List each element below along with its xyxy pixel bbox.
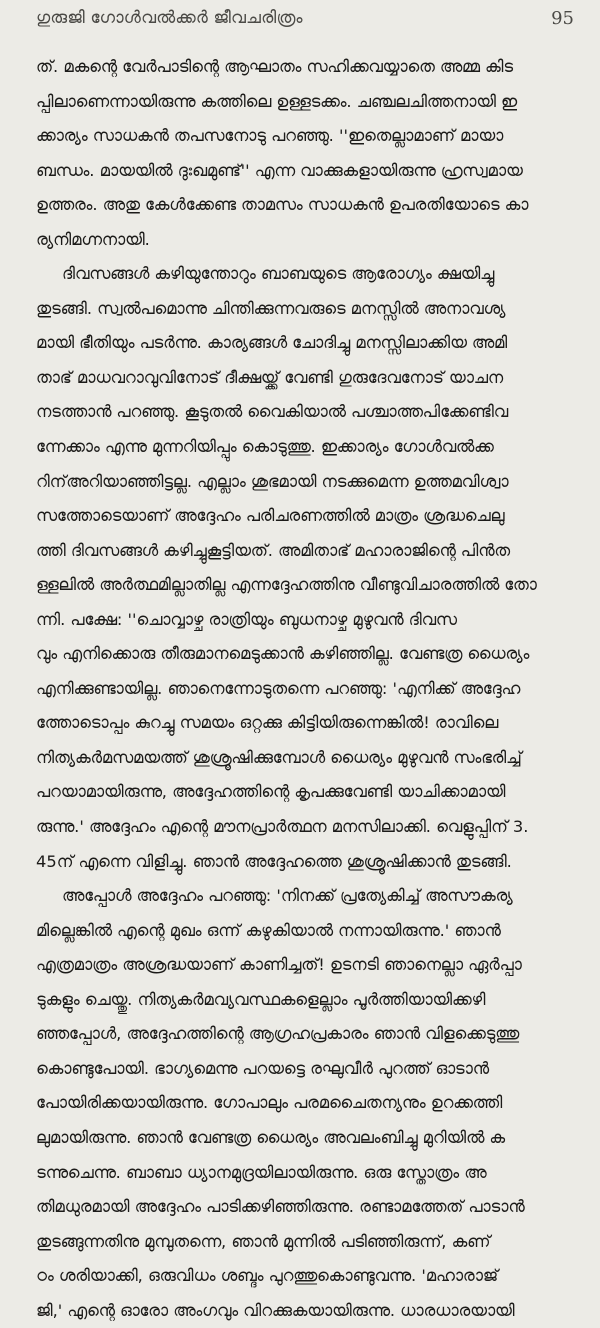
text-line: ന്നി. പക്ഷേ: ''ചൊവ്വാഴ്ച രാത്രിയും ബുധനാഴ്ച മുഴുവൻ ദിവസ [36,609,457,629]
text-line: ള്ളലിൽ അർത്ഥമില്ലാതില്ല എന്നദ്ദേഹത്തിനു വീണ്ടുവിചാരത്തിൽ തോ [36,575,537,595]
text-line: തിമധുരമായി അദ്ദേഹം പാടിക്കഴിഞ്ഞിരുന്നു. രണ്ടാമത്തേത് പാടാൻ [36,1197,525,1217]
running-title: ഗുരുജി ഗോൾവൽക്കർ ജീവചരിത്രം [36,8,303,28]
text-line: ദിവസങ്ങൾ കഴിയുന്തോറും ബാബയുടെ ആരോഗ്യം ക്ഷയിച്ചു [62,264,495,284]
text-line: പോയിരിക്കയായിരുന്നു. ഗോപാലും പരമചൈതന്യനും ഉറക്കത്തി [36,1093,503,1113]
text-line: മായി ഭീതിയും പടർന്നു. കാര്യങ്ങൾ ചോദിച്ചു മനസ്സിലാക്കിയ അമി [36,333,508,353]
text-line: രുന്നു.' അദ്ദേഹം എന്റെ മൗനപ്രാർത്ഥന മനസിലാക്കി. വെളുപ്പിന് 3. [36,817,529,837]
text-line: മില്ലെങ്കിൽ എന്റെ മുഖം ഒന്ന് കഴുകിയാൽ നന്നായിരുന്നു.' ഞാൻ [36,920,501,940]
text-line: ന്നേക്കാം എന്നു മുന്നറിയിപ്പും കൊടുത്തു. ഇക്കാര്യം ഗോൾവൽക്ക [36,437,494,457]
text-line: എനിക്കുണ്ടായില്ല. ഞാനെന്നോടുതന്നെ പറഞ്ഞു: 'എനിക്ക് അദ്ദേഹ [36,678,521,698]
text-line: പറയാമായിരുന്നു, അദ്ദേഹത്തിന്റെ കൃപക്കുവേണ്ടി യാചിക്കാമായി [36,782,506,802]
text-line: നിത്യകർമസമയത്ത് ശുശ്രൂഷിക്കുമ്പോൾ ധൈര്യം മുഴുവൻ സംഭരിച്ച് [36,747,522,767]
text-line: ഞ്ഞപ്പോൾ, അദ്ദേഹത്തിന്റെ ആഗ്രഹപ്രകാരം ഞാൻ വിളക്കെടുത്തു [36,1024,519,1044]
text-line: ഉത്തരം. അതു കേൾക്കേണ്ട താമസം സാധകൻ ഉപരതിയോടെ കാ [36,195,529,215]
text-line: ക്കാര്യം സാധകൻ തപസനോടു പറഞ്ഞു. ''ഇതെല്ലാമാണ് മായാ [36,126,504,146]
text-line: ഠം ശരിയാക്കി, ഒരുവിധം ശബ്ദം പുറത്തുകൊണ്ടുവന്നു. 'മഹാരാജ് [36,1266,498,1286]
text-line: ജി,' എന്റെ ഓരോ അംഗവും വിറക്കുകയായിരുന്നു. ധാരധാരയായി [36,1300,515,1320]
text-line: ര്യനിമഗ്നനായി. [36,229,150,249]
text-line: ടന്നുചെന്നു. ബാബാ ധ്യാനമുദ്രയിലായിരുന്നു. ഒരു സ്തോത്രം അ [36,1162,487,1182]
text-line: സത്തോടെയാണ് അദ്ദേഹം പരിചരണത്തിൽ മാത്രം ശ്രദ്ധചെലു [36,506,505,526]
text-line: 45ന് എന്നെ വിളിച്ചു. ഞാൻ അദ്ദേഹത്തെ ശുശ്രൂഷിക്കാൻ തുടങ്ങി. [36,851,512,871]
text-line: അപ്പോൾ അദ്ദേഹം പറഞ്ഞു: 'നിനക്ക് പ്രത്യേകിച്ച് അസൗകര്യ [62,886,513,906]
text-line: പ്പിലാണെന്നായിരുന്നു കത്തിലെ ഉള്ളടക്കം. ചഞ്ചലചിത്തനായി ഇ [36,91,518,111]
page-number: 95 [551,8,574,29]
text-line: ടുകളും ചെയ്തു. നിത്യകർമവ്യവസ്ഥകളെല്ലാം പൂർത്തിയായിക്കഴി [36,989,486,1009]
text-line: ത്തോടൊപ്പം കുറച്ചു സമയം ഒറ്റക്കു കിട്ടിയിരുന്നെങ്കിൽ! രാവിലെ [36,713,499,733]
text-line: ലുമായിരുന്നു. ഞാൻ വേണ്ടത്ര ധൈര്യം അവലംബിച്ചു മുറിയിൽ ക [36,1127,505,1147]
body-text [36,50,580,1328]
text-line: ത്തി ദിവസങ്ങൾ കഴിച്ചുകൂട്ടിയത്. അമിതാഭ് മഹാരാജിന്റെ പിൻത [36,540,510,560]
text-line: തുടങ്ങി. സ്വൽപമൊന്നു ചിന്തിക്കുന്നവരുടെ മനസ്സിൽ അനാവശ്യ [36,298,506,318]
text-line: ബന്ധം. മായയിൽ ദുഃഖമുണ്ട്'' എന്ന വാക്കുകളായിരുന്നു ഹ്രസ്വമായ [36,160,523,180]
text-line: എത്രമാത്രം അശ്രദ്ധയാണ് കാണിച്ചത്! ഉടനടി ഞാനെല്ലാ ഏർപ്പാ [36,955,522,975]
text-line: കൊണ്ടുപോയി. ഭാഗ്യമെന്നു പറയട്ടെ രഘുവീർ പുറത്ത് ഓടാൻ [36,1058,489,1078]
text-line: റിന്അറിയാഞ്ഞിട്ടല്ല. എല്ലാം ശുഭമായി നടക്കുമെന്ന ഉത്തമവിശ്വാ [36,471,509,491]
text-line: വും എനിക്കൊരു തീരുമാനമെടുക്കാൻ കഴിഞ്ഞില്ല. വേണ്ടത്ര ധൈര്യം [36,644,530,664]
text-line: നടത്താൻ പറഞ്ഞു. കൂടുതൽ വൈകിയാൽ പശ്ചാത്തപിക്കേണ്ടിവ [36,402,509,422]
text-line: തുടങ്ങുന്നതിനു മുമ്പുതന്നെ, ഞാൻ മുന്നിൽ പടിഞ്ഞിരുന്ന്, കണ് [36,1231,491,1251]
text-line: ത്. മകന്റെ വേർപാടിന്റെ ആഘാതം സഹിക്കവയ്യാതെ അമ്മ കിട [36,57,513,76]
page-header [36,0,578,44]
text-line: താഭ് മാധവറാവുവിനോട് ദീക്ഷയ്ക്ക് വേണ്ടി ഗുരുദേവനോട് യാചന [36,367,504,387]
